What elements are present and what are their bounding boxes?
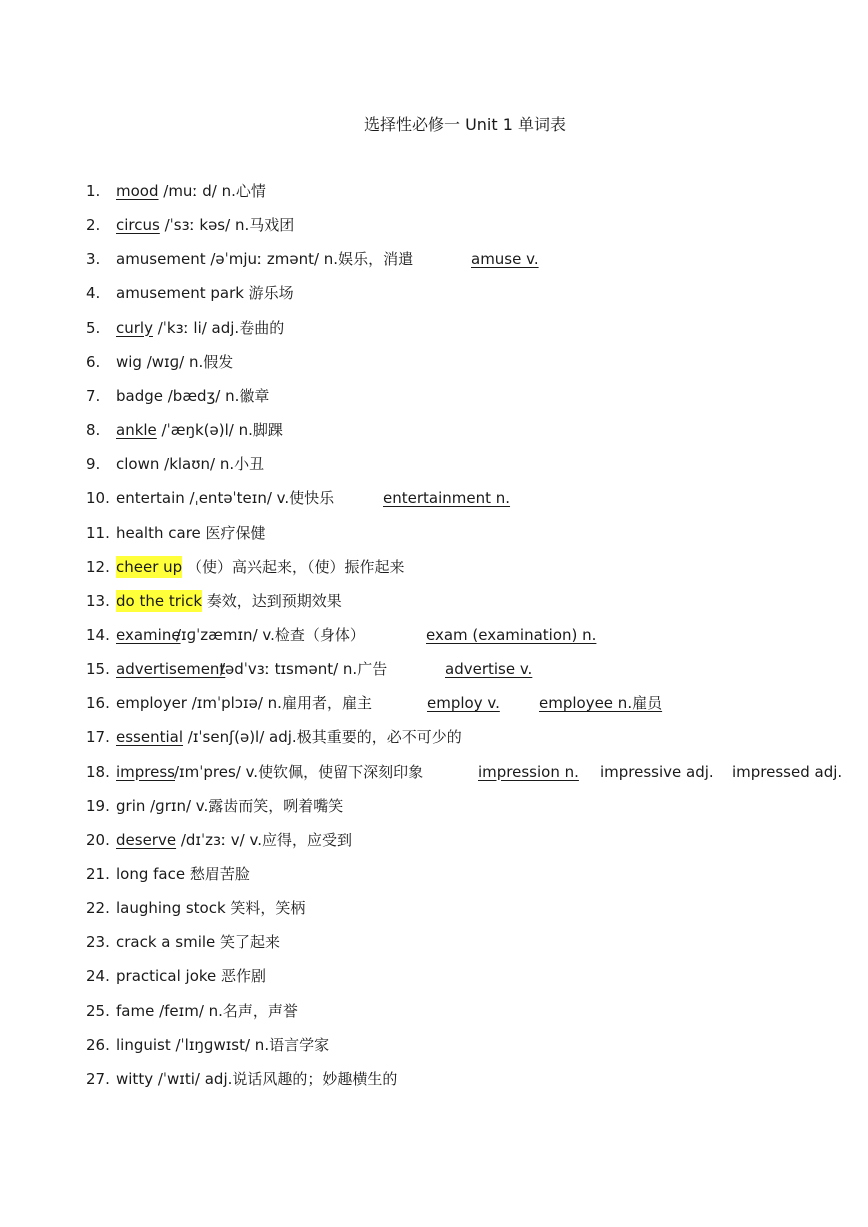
entry-number: 9. xyxy=(86,455,101,474)
entry-number: 11. xyxy=(86,523,110,542)
entry-text: witty /ˈwɪti/ adj.说话风趣的；妙趣横生的 xyxy=(116,1069,398,1088)
entry-text: employer /ɪmˈplɔɪə/ n.雇用者，雇主 xyxy=(116,694,372,713)
entry-text: linguist /ˈlɪŋɡwɪst/ n.语言学家 xyxy=(116,1035,330,1054)
entry-number: 5. xyxy=(86,318,101,337)
entry-number: 8. xyxy=(86,421,101,440)
entry-number: 4. xyxy=(86,284,101,303)
entry-underlined-word: deserve xyxy=(116,830,177,849)
entry-content xyxy=(116,794,343,818)
entry-number: 18. xyxy=(86,762,110,781)
entry-content xyxy=(116,452,264,476)
entry-content xyxy=(116,930,280,954)
entry-underlined-word: advertisement xyxy=(116,660,226,679)
entry-underlined-word: amuse v. xyxy=(471,250,539,269)
entry-content xyxy=(116,964,266,988)
entry-content xyxy=(116,828,352,852)
entry-underlined-word: entertainment n. xyxy=(383,489,511,508)
entry-text: amusement /əˈmjuː zmənt/ n.娱乐，消遣 xyxy=(116,250,414,269)
entry-text: long face 愁眉苦脸 xyxy=(116,865,250,883)
entry-number: 20. xyxy=(86,830,110,849)
entry-number: 27. xyxy=(86,1069,110,1088)
entry-underlined-word: employee n.雇员 xyxy=(539,694,663,713)
entry-number: 26. xyxy=(86,1035,110,1054)
entry-number: 15. xyxy=(86,660,110,679)
entry-number: 19. xyxy=(86,796,110,815)
entry-content xyxy=(116,281,294,305)
entry-content xyxy=(116,179,266,203)
entry-content xyxy=(116,999,298,1023)
entry-number: 25. xyxy=(86,1001,110,1020)
entry-underlined-word: ankle xyxy=(116,421,157,440)
entry-number: 1. xyxy=(86,182,101,200)
entry-text: entertain /ˌentəˈteɪn/ v.使快乐 xyxy=(116,489,335,508)
entry-underlined-word: exam (examination) n. xyxy=(426,625,597,644)
entry-underlined-word: essential xyxy=(116,728,184,747)
entry-text: badge /bædʒ/ n.徽章 xyxy=(116,386,270,405)
entry-text: /ˈæŋk(ə)l/ n.脚踝 xyxy=(156,421,283,440)
entry-number: 6. xyxy=(86,352,101,371)
entry-content xyxy=(116,1067,397,1091)
entry-number: 21. xyxy=(86,865,110,883)
entry-content xyxy=(116,316,284,340)
entry-number: 7. xyxy=(86,386,101,405)
entry-number: 10. xyxy=(86,489,110,508)
entry-text: health care 医疗保健 xyxy=(116,523,266,542)
entry-content xyxy=(116,521,266,545)
entry-underlined-word: advertise v. xyxy=(445,660,533,679)
entry-content xyxy=(116,896,305,920)
entry-text: grin /ɡrɪn/ v.露齿而笑，咧着嘴笑 xyxy=(116,796,344,815)
entry-underlined-word: curly xyxy=(116,318,153,337)
entry-text: /ˈsɜː kəs/ n.马戏团 xyxy=(159,216,295,235)
entry-underlined-word: impress xyxy=(116,762,175,781)
entry-text: fame /feɪm/ n.名声，声誉 xyxy=(116,1001,298,1020)
entry-text: /ɪɡˈzæmɪn/ v.检查（身体） xyxy=(176,625,365,644)
entry-number: 24. xyxy=(86,967,110,986)
entry-text: 奏效，达到预期效果 xyxy=(202,591,342,610)
entry-number: 23. xyxy=(86,933,110,952)
entry-text: crack a smile 笑了起来 xyxy=(116,933,281,952)
entry-text: clown /klaʊn/ n.小丑 xyxy=(116,455,265,474)
entry-text: practical joke 恶作剧 xyxy=(116,967,267,986)
entry-content xyxy=(116,555,404,579)
entry-number: 2. xyxy=(86,216,101,235)
entry-number: 14. xyxy=(86,625,110,644)
entry-text: /ɪˈsenʃ(ə)l/ adj.极其重要的，必不可少的 xyxy=(183,728,462,747)
entry-content xyxy=(116,862,250,886)
entry-underlined-word: employ v. xyxy=(427,694,500,713)
entry-text: wig /wɪɡ/ n.假发 xyxy=(116,352,234,371)
entry-content xyxy=(116,725,462,749)
entry-underlined-word: mood xyxy=(116,182,159,200)
entry-text: /ədˈvɜː tɪsmənt/ n.广告 xyxy=(220,660,388,679)
entry-text: impressive adj. xyxy=(600,762,714,781)
entry-number: 17. xyxy=(86,728,110,747)
entry-content xyxy=(116,384,269,408)
entry-text: /ˈkɜː li/ adj.卷曲的 xyxy=(152,318,285,337)
entry-underlined-word: circus xyxy=(116,216,160,235)
entry-text: laughing stock 笑料，笑柄 xyxy=(116,899,306,918)
entry-number: 13. xyxy=(86,591,110,610)
entry-highlighted-phrase: do the trick xyxy=(116,591,203,610)
entry-text: /ɪmˈpres/ v.使钦佩，使留下深刻印象 xyxy=(174,762,424,781)
entry-content xyxy=(116,589,342,613)
entry-highlighted-phrase: cheer up xyxy=(116,557,183,576)
entry-number: 12. xyxy=(86,557,110,576)
entry-number: 3. xyxy=(86,250,101,269)
entry-number: 22. xyxy=(86,899,110,918)
entry-text: （使）高兴起来，（使）振作起来 xyxy=(182,557,405,576)
page-title: 选择性必修一 Unit 1 单词表 xyxy=(363,115,566,134)
entry-text: /muː d/ n.心情 xyxy=(158,182,266,200)
entry-number: 16. xyxy=(86,694,110,713)
entry-content xyxy=(116,350,233,374)
entry-underlined-word: examine xyxy=(116,625,181,644)
entry-content xyxy=(116,213,294,237)
entry-content xyxy=(116,1033,329,1057)
entry-underlined-word: impression n. xyxy=(478,762,579,781)
entry-content xyxy=(116,418,283,442)
entry-text: /dɪˈzɜː v/ v.应得，应受到 xyxy=(176,830,352,849)
entry-text: amusement park 游乐场 xyxy=(116,284,294,303)
entry-text: impressed adj. xyxy=(732,762,843,781)
